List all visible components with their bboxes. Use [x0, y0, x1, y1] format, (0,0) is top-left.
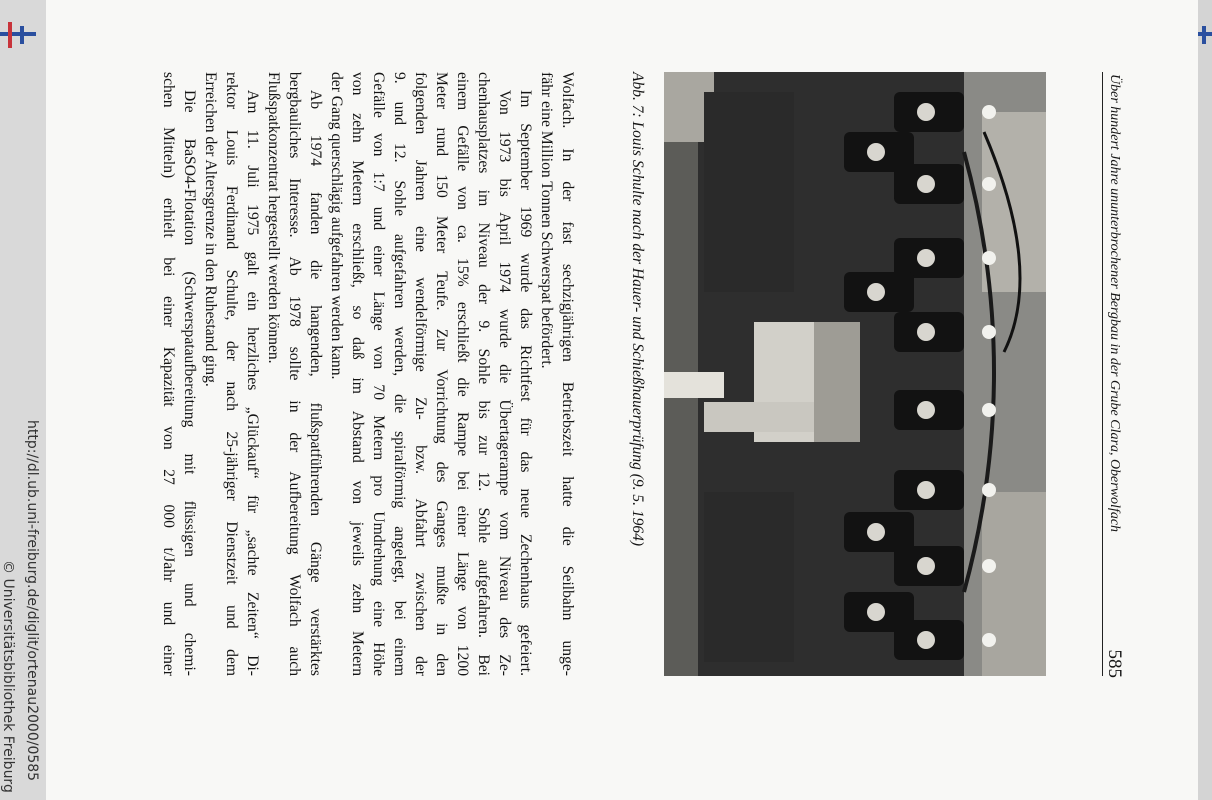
body-line: Ab 1974 fanden die hangenden, flußspatführenden Gänge verstärktes	[307, 90, 324, 676]
body-line: Gefälle von 1:7 und einer Länge von 70 Metern pro Umdrehung eine Höhe	[370, 72, 387, 676]
body-line: rektor Louis Ferdinand Schulte, der nach 25-jähriger Dienstzeit und dem	[223, 72, 240, 676]
photo-illustration	[664, 72, 1046, 676]
body-line: bergbauliches Interesse. Ab 1978 sollte in der Aufbereitung Wolfach auch	[286, 72, 303, 676]
running-title: Über hundert Jahre ununterbrochener Bergbau in der Grube Clara, Oberwolfach	[1107, 74, 1122, 533]
body-line: folgenden Jahren eine wendelförmige Zu- bzw. Abfahrt zwischen der	[412, 72, 429, 676]
body-text	[158, 72, 578, 676]
body-line: fähr eine Million Tonnen Schwerspat befördert.	[538, 72, 555, 369]
body-line: schen Mitteln) erhielt bei einer Kapazität von 27 000 t/Jahr und einer	[160, 72, 177, 676]
body-line: Die BaSO4-Flotation (Schwerspataufbereitung mit flüssigen und chemi-	[181, 90, 198, 676]
source-url[interactable]: http://dl.ub.uni-freiburg.de/diglit/ortenau2000/0585	[24, 420, 40, 782]
body-line: Erreichen der Altersgrenze in den Ruhestand ging.	[202, 72, 219, 387]
body-line: von zehn Metern erschließt, so daß im Abstand von jeweils zehn Metern	[349, 72, 366, 676]
figure-caption: Abb. 7: Louis Schulte nach der Hauer- und Schießhauerprüfung (9. 5. 1964)	[629, 72, 646, 547]
body-line: chenhausplatzes im Niveau der 9. Sohle bis zur 12. Sohle aufgefahren. Bei	[475, 72, 492, 676]
body-line: Wolfach. In der fast sechzigjährigen Betriebszeit hatte die Seilbahn unge-	[559, 72, 576, 676]
body-line: Am 11. Juli 1975 galt ein herzliches „Glückauf“ für „sachte Zeiten“ Di-	[244, 90, 261, 676]
body-line: Von 1973 bis April 1974 wurde die Übertagerampe vom Niveau des Ze-	[496, 90, 513, 676]
body-line: Im September 1969 wurde das Richtfest für das neue Zechenhaus gefeiert.	[517, 90, 534, 676]
figure-photo-miners-group	[664, 72, 1046, 676]
body-line: einem Gefälle von ca. 15% erschließt die Rampe bei einer Länge von 1200	[454, 72, 471, 676]
header-rule	[1102, 72, 1103, 676]
running-header	[1104, 74, 1125, 678]
body-line: der Gang querschlägig aufgefahren werden kann.	[328, 72, 345, 380]
body-line: Flußspatkonzentrat hergestellt werden können.	[265, 72, 282, 364]
body-line: Meter rund 150 Meter Teufe. Zur Vorrichtung des Ganges mußte in den	[433, 72, 450, 676]
body-line: 9. und 12. Sohle aufgefahren werden, die spiralförmig angelegt, bei einem	[391, 72, 408, 676]
page-number: 585	[1104, 649, 1125, 678]
copyright-notice: © Universitätsbibliothek Freiburg	[0, 560, 16, 793]
scanner-bed-right	[1198, 0, 1212, 800]
